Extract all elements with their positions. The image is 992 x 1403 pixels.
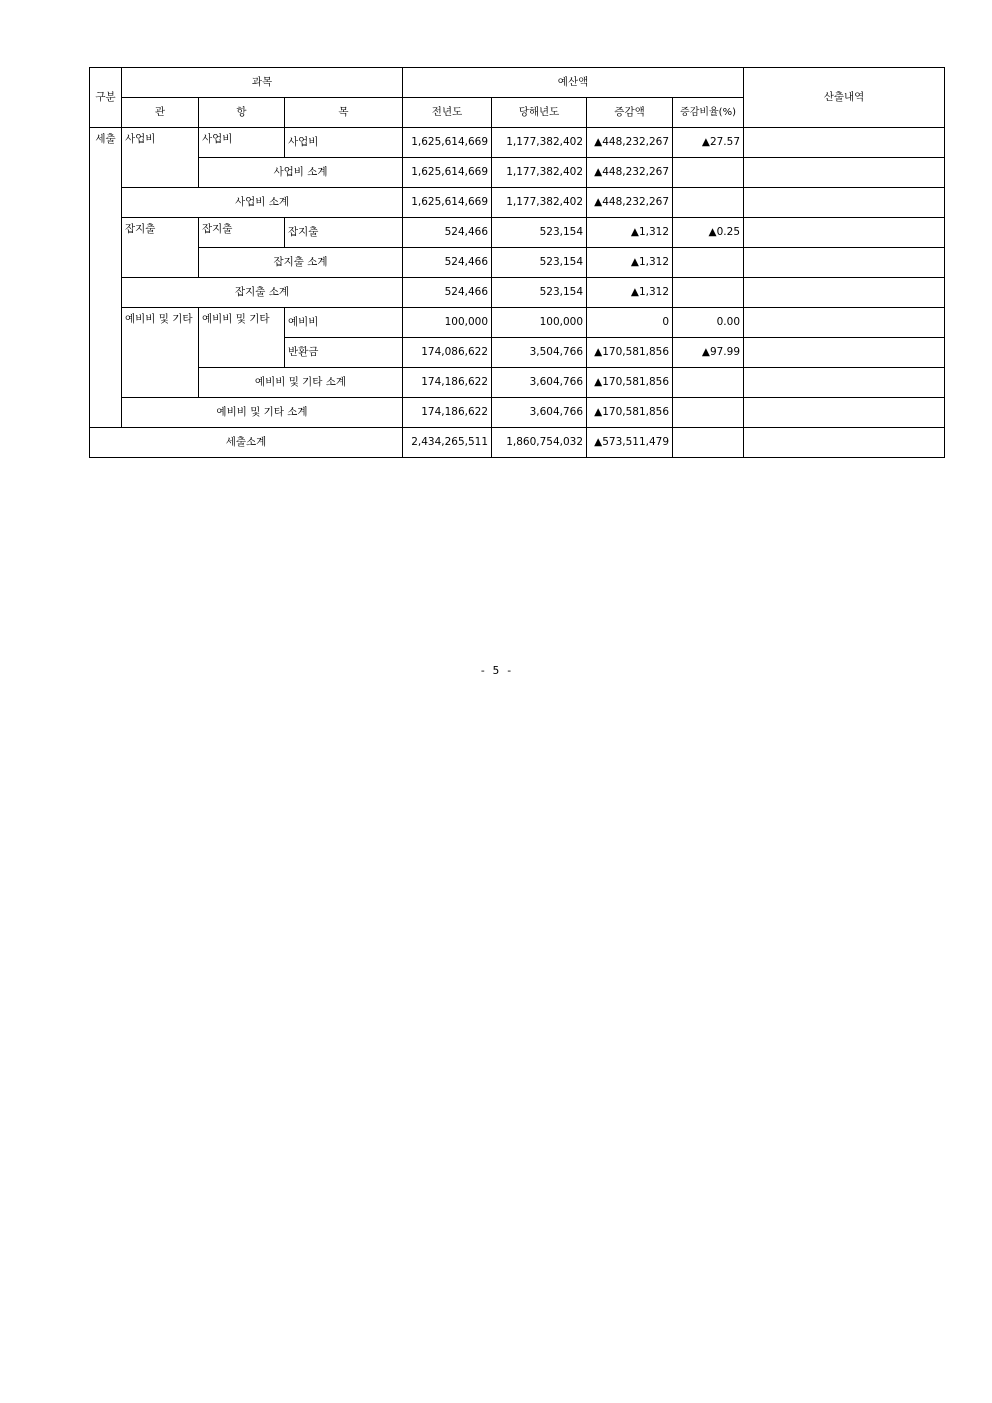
gwan-cell: 잡지출 — [122, 218, 199, 278]
basis-cell — [744, 188, 945, 218]
prev-cell: 100,000 — [403, 308, 492, 338]
subtotal-label: 예비비 및 기타 소계 — [122, 398, 403, 428]
rate-cell: ▲27.57 — [673, 128, 744, 158]
diff-cell: ▲573,511,479 — [587, 428, 673, 458]
basis-cell — [744, 158, 945, 188]
gwan-cell: 사업비 — [122, 128, 199, 188]
header-budget: 예산액 — [403, 68, 744, 98]
budget-table — [89, 67, 945, 458]
hang-cell: 잡지출 — [199, 218, 285, 248]
header-basis: 산출내역 — [744, 68, 945, 128]
table-row — [90, 368, 945, 398]
header-curr-year: 당해년도 — [492, 98, 587, 128]
header-gubun: 구분 — [90, 68, 122, 128]
curr-cell: 3,604,766 — [492, 368, 587, 398]
curr-cell: 1,177,382,402 — [492, 158, 587, 188]
prev-cell: 174,186,622 — [403, 368, 492, 398]
basis-cell — [744, 248, 945, 278]
basis-cell — [744, 128, 945, 158]
curr-cell: 523,154 — [492, 278, 587, 308]
subtotal-label: 사업비 소계 — [122, 188, 403, 218]
hang-cell: 사업비 — [199, 128, 285, 158]
table-row — [90, 128, 945, 158]
page-number: - 5 - — [479, 664, 513, 677]
diff-cell: ▲448,232,267 — [587, 188, 673, 218]
diff-cell: ▲1,312 — [587, 278, 673, 308]
diff-cell: ▲170,581,856 — [587, 398, 673, 428]
diff-cell: ▲170,581,856 — [587, 338, 673, 368]
header-hang: 항 — [199, 98, 285, 128]
header-gwamok: 과목 — [122, 68, 403, 98]
curr-cell: 3,604,766 — [492, 398, 587, 428]
total-label: 세출소계 — [90, 428, 403, 458]
table-row — [90, 428, 945, 458]
table-row — [90, 218, 945, 248]
table-row — [90, 248, 945, 278]
header-row-1 — [90, 68, 945, 98]
rate-cell — [673, 398, 744, 428]
subtotal-label: 사업비 소계 — [199, 158, 403, 188]
rate-cell — [673, 158, 744, 188]
rate-cell — [673, 248, 744, 278]
prev-cell: 174,086,622 — [403, 338, 492, 368]
curr-cell: 523,154 — [492, 248, 587, 278]
prev-cell: 1,625,614,669 — [403, 158, 492, 188]
diff-cell: ▲448,232,267 — [587, 158, 673, 188]
mok-cell: 예비비 — [285, 308, 403, 338]
diff-cell: ▲1,312 — [587, 248, 673, 278]
curr-cell: 3,504,766 — [492, 338, 587, 368]
diff-cell: 0 — [587, 308, 673, 338]
curr-cell: 523,154 — [492, 218, 587, 248]
basis-cell — [744, 218, 945, 248]
rate-cell — [673, 368, 744, 398]
rate-cell — [673, 428, 744, 458]
rate-cell — [673, 278, 744, 308]
subtotal-label: 잡지출 소계 — [122, 278, 403, 308]
gwan-cell: 예비비 및 기타 — [122, 308, 199, 398]
mok-cell: 사업비 — [285, 128, 403, 158]
header-change-rate: 증감비율(%) — [673, 98, 744, 128]
diff-cell: ▲170,581,856 — [587, 368, 673, 398]
curr-cell: 100,000 — [492, 308, 587, 338]
section-label: 세출 — [90, 128, 122, 428]
curr-cell: 1,177,382,402 — [492, 188, 587, 218]
prev-cell: 524,466 — [403, 278, 492, 308]
mok-cell: 반환금 — [285, 338, 403, 368]
table-row — [90, 278, 945, 308]
basis-cell — [744, 278, 945, 308]
header-prev-year: 전년도 — [403, 98, 492, 128]
rate-cell: ▲97.99 — [673, 338, 744, 368]
prev-cell: 1,625,614,669 — [403, 188, 492, 218]
diff-cell: ▲448,232,267 — [587, 128, 673, 158]
diff-cell: ▲1,312 — [587, 218, 673, 248]
prev-cell: 2,434,265,511 — [403, 428, 492, 458]
rate-cell — [673, 188, 744, 218]
header-change: 증감액 — [587, 98, 673, 128]
table-row — [90, 158, 945, 188]
hang-cell: 예비비 및 기타 — [199, 308, 285, 368]
subtotal-label: 잡지출 소계 — [199, 248, 403, 278]
table-row — [90, 308, 945, 338]
table-row — [90, 398, 945, 428]
basis-cell — [744, 338, 945, 368]
header-mok: 목 — [285, 98, 403, 128]
prev-cell: 1,625,614,669 — [403, 128, 492, 158]
prev-cell: 524,466 — [403, 218, 492, 248]
rate-cell: ▲0.25 — [673, 218, 744, 248]
curr-cell: 1,177,382,402 — [492, 128, 587, 158]
basis-cell — [744, 308, 945, 338]
mok-cell: 잡지출 — [285, 218, 403, 248]
rate-cell: 0.00 — [673, 308, 744, 338]
prev-cell: 174,186,622 — [403, 398, 492, 428]
curr-cell: 1,860,754,032 — [492, 428, 587, 458]
header-gwan: 관 — [122, 98, 199, 128]
subtotal-label: 예비비 및 기타 소계 — [199, 368, 403, 398]
basis-cell — [744, 368, 945, 398]
table-row — [90, 188, 945, 218]
basis-cell — [744, 428, 945, 458]
basis-cell — [744, 398, 945, 428]
prev-cell: 524,466 — [403, 248, 492, 278]
